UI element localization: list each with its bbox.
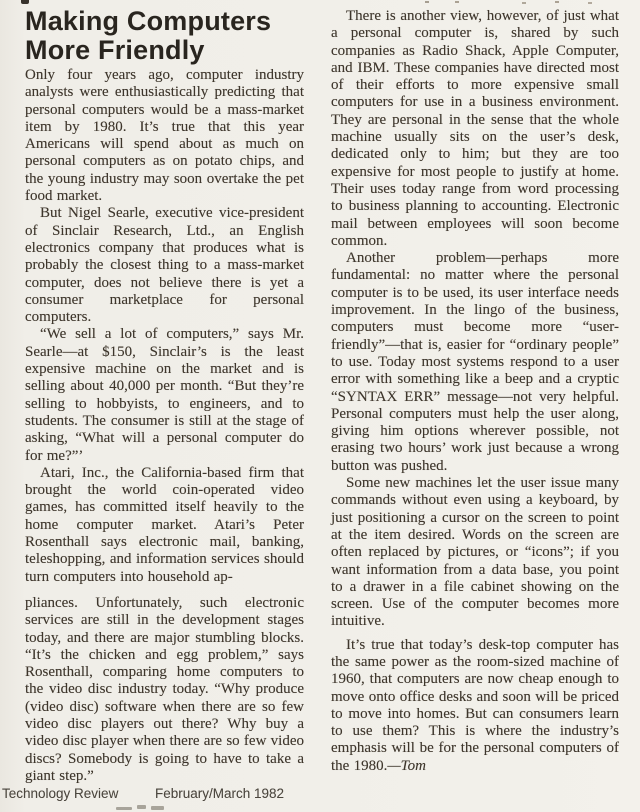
right-column: [331, 8, 619, 775]
paragraph-right-1: There is another view, however, of just what a personal computer is, shared by such companies as Radio Shack, Apple Computer, and IBM. These companies have directed most of their efforts to more expensive small computers for use in a business environment. They are personal in the sense that the whole machine usually sits on the user’s desk, dedicated only to him; but they are too expensive for most people to justify at home. Their uses today range from word processing to business planning to accounting. Electronic mail between employees will soon become common.: [331, 8, 619, 249]
left-column: [25, 7, 304, 785]
footer-issue-date: February/March 1982: [155, 786, 285, 801]
footer-publication: Technology Review: [2, 786, 119, 801]
author-attribution: —Tom: [387, 757, 426, 774]
cut-off-text-artifact: [116, 805, 188, 812]
paragraph-right-3: Some new machines let the user issue many commands without even using a keyboard, by just positioning a cursor on the screen to point at the item desired. Words on the screen are often replaced by pictures, or “icons”; if you want information from a data base, you point to a drawer in a file cabinet showing on the screen. Use of the computer becomes more intuitive.: [331, 475, 619, 630]
cut-off-glyph-artifact: [21, 0, 29, 4]
paragraph-left-1: Only four years ago, computer industry analysts were enthusiastically predicting that personal computers would be a mass-market item by 1980. It’s true that this year Americans will spend about as much on personal computers as on potato chips, and the young industry may soon overtake the pet food market.: [25, 67, 304, 205]
closing-text: It’s true that today’s desk-top computer has the same power as the room-sized machine of 1960, that computers are now cheap enough to move onto office desks and soon will be priced to move into homes. But can consumers learn to use them? This is where the industry’s emphasis will be for the personal computers of the 1980.: [331, 636, 619, 774]
article-title: Making Computers More Friendly: [25, 6, 272, 65]
scan-speck-artifacts: [425, 1, 429, 3]
paragraph-left-3: “We sell a lot of computers,” says Mr. Searle—at $150, Sinclair’s is the least expensive machine on the market and is selling about 40,000 per month. “But they’re selling to hobbyists, to engineers, and to students. The consumer is still at the stage of asking, “What will a personal computer do for me?”’: [25, 326, 304, 464]
paragraph-left-4: Atari, Inc., the California-based firm that brought the world coin-operated video games, has committed itself heavily to the home computer market. Atari’s Peter Rosenthall says electronic mail, banking, teleshopping, and information services should turn computers into household ap-: [25, 464, 304, 585]
paragraph-right-closing: [331, 637, 619, 775]
paragraph-left-2: But Nigel Searle, executive vice-president of Sinclair Research, Ltd., an English electronics company that produces what is probably the closest thing to a mass-market computer, does not believe there is yet a consumer marketplace for personal computers.: [25, 205, 304, 326]
paragraph-left-5: pliances. Unfortunately, such electronic services are still in the development stages today, and there are major stumbling blocks. “It’s the chicken and egg problem,” says Rosenthall, comparing home computers to the video disc industry today. “Why produce (video disc) software when there are so few video disc players out there? Why buy a video disc player when there are so few video discs? Somebody is going to have to take a giant step.”: [25, 594, 304, 784]
page-footer: [2, 786, 312, 802]
paragraph-right-2: Another problem—perhaps more fundamental: no matter where the personal computer is to be used, its user interface needs improvement. In the lingo of the business, computers must become more “user-friendly”—that is, easier for “ordinary people” to use. Today most systems respond to a user error with something like a beep and a cryptic “SYNTAX ERR” message—not very helpful. Personal computers must help the user along, giving him options wherever possible, not erasing two hours’ work just because a wrong button was pushed.: [331, 250, 619, 474]
